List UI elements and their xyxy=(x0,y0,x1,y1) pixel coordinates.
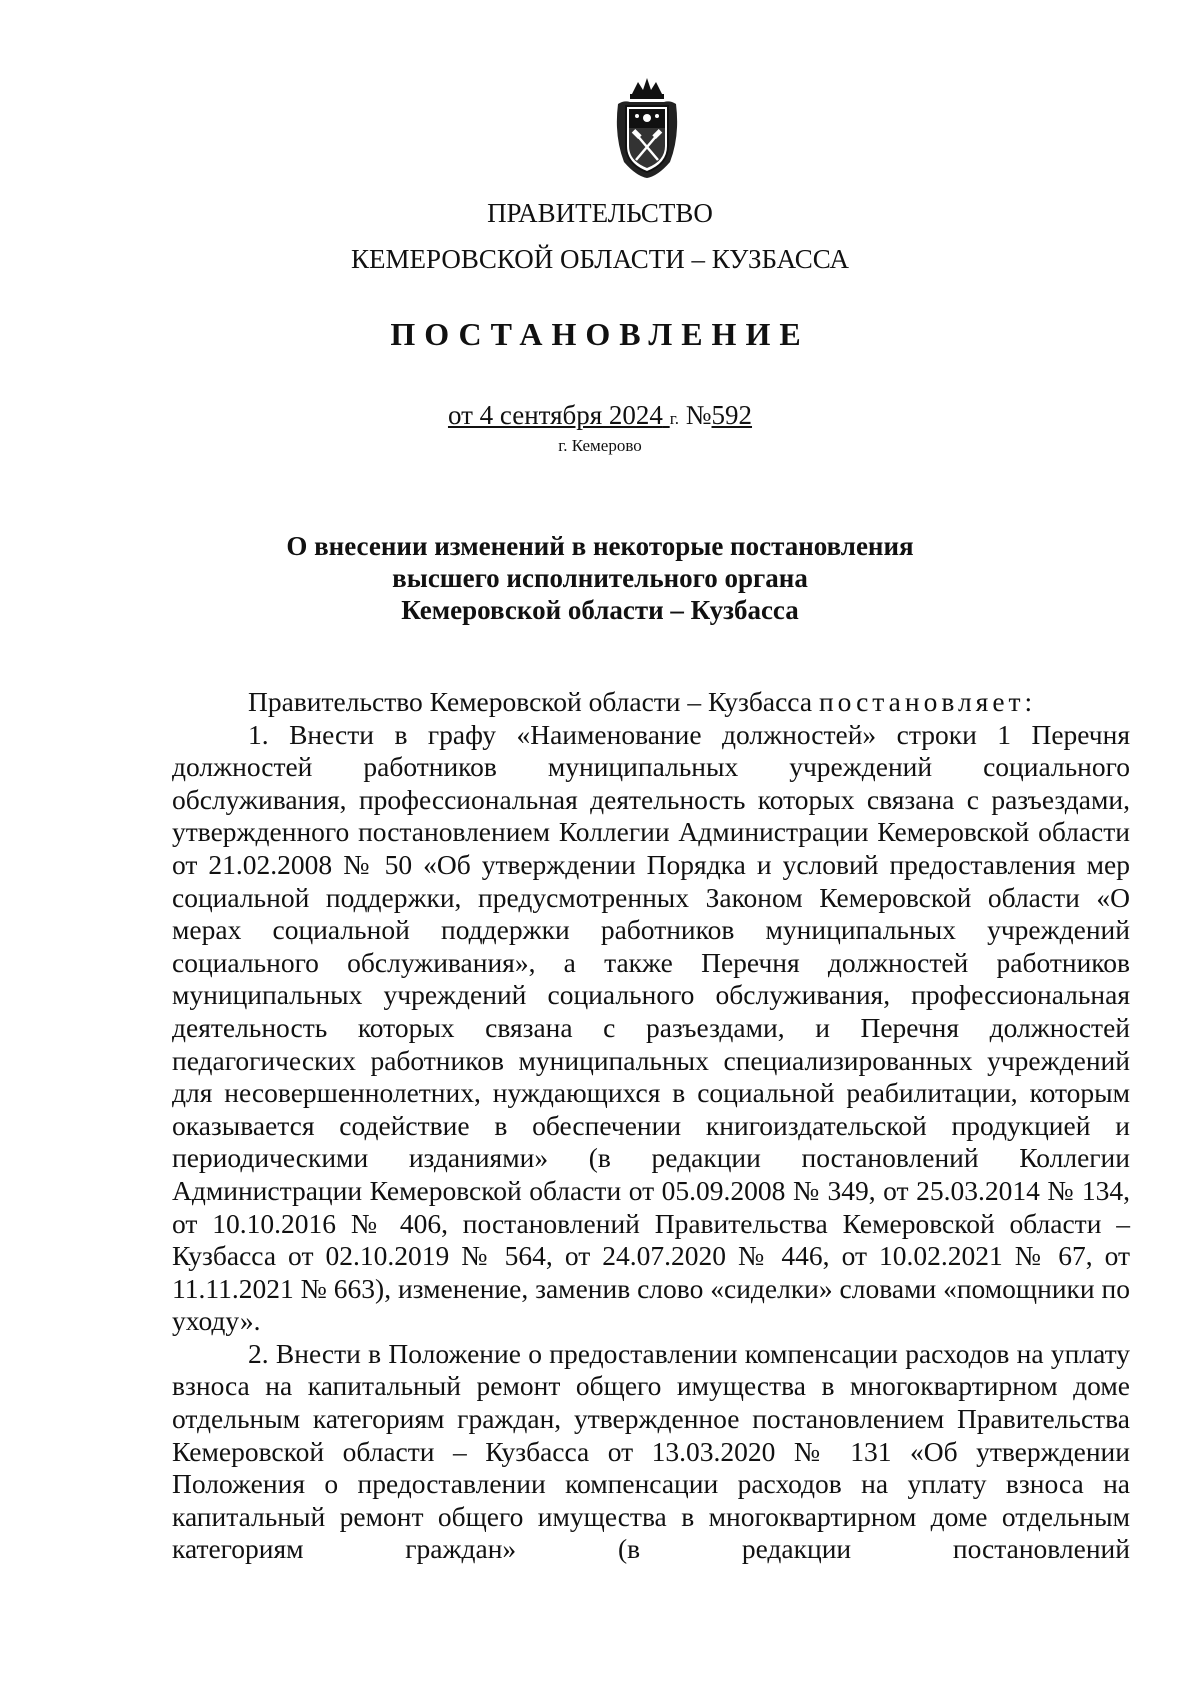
document-body xyxy=(172,686,1130,1566)
subject-line: высшего исполнительного органа xyxy=(392,563,808,593)
number-label: № xyxy=(685,400,712,430)
year-suffix: г. xyxy=(669,409,679,428)
subject-line: Кемеровской области – Кузбасса xyxy=(401,595,799,625)
document-dateline xyxy=(0,400,1200,431)
paragraph-2: 2. Внести в Положение о предоставлении компенсации расходов на уплату взноса на капитальный ремонт общего имущества в многоквартирном доме отдельным категориям граждан, утвержденное постановлением Правительства Кемеровской области – Кузбасса от 13.03.2020 № 131 «Об утверждении Положения о предоставлении компенсации расходов на уплату взноса на капитальный ремонт общего имущества в многоквартирном доме отдельным категориям граждан» (в редакции постановлений xyxy=(172,1337,1130,1565)
document-date: от 4 сентября 2024 xyxy=(447,400,663,430)
coat-of-arms-icon xyxy=(610,76,684,180)
document-subject xyxy=(0,530,1200,626)
document-type-title: ПОСТАНОВЛЕНИЕ xyxy=(390,316,810,352)
document-city: г. Кемерово xyxy=(558,436,642,455)
government-name-line2: КЕМЕРОВСКОЙ ОБЛАСТИ – КУЗБАССА xyxy=(351,244,849,274)
document-number: 592 xyxy=(711,400,753,430)
resolution-lead xyxy=(172,686,1130,719)
lead-resolves: постановляет: xyxy=(818,686,1037,717)
paragraph-1: 1. Внести в графу «Наименование должностей» строки 1 Перечня должностей работников муниципальных учреждений социального обслуживания, профессиональная деятельность которых связана с разъездами, утвержденного постановлением Коллегии Администрации Кемеровской области от 21.02.2008 № 50 «Об утверждении Порядка и условий предоставления мер социальной поддержки, предусмотренных Законом Кемеровской области «О мерах социальной поддержки работников муниципальных учреждений социального обслуживания», а также Перечня должностей работников муниципальных учреждений социального обслуживания, профессиональная деятельность которых связана с разъездами, и Перечня должностей педагогических работников муниципальных специализированных учреждений для несовершеннолетних, нуждающихся в социальной реабилитации, которым оказывается содействие в обеспечении книгоиздательской продукцией и периодическими изданиями» (в редакции постановлений Коллегии Администрации Кемеровской области от 05.09.2008 № 349, от 25.03.2014 № 134, от 10.10.2016 № 406, постановлений Правительства Кемеровской области – Кузбасса от 02.10.2019 № 564, от 24.07.2020 № 446, от 10.02.2021 № 67, от 11.11.2021 № 663), изменение, заменив слово «сиделки» словами «помощники по уходу». xyxy=(172,718,1130,1337)
subject-line: О внесении изменений в некоторые постановления xyxy=(286,531,914,561)
lead-text: Правительство Кемеровской области – Кузбасса xyxy=(248,686,813,717)
government-name-line1: ПРАВИТЕЛЬСТВО xyxy=(487,198,713,228)
